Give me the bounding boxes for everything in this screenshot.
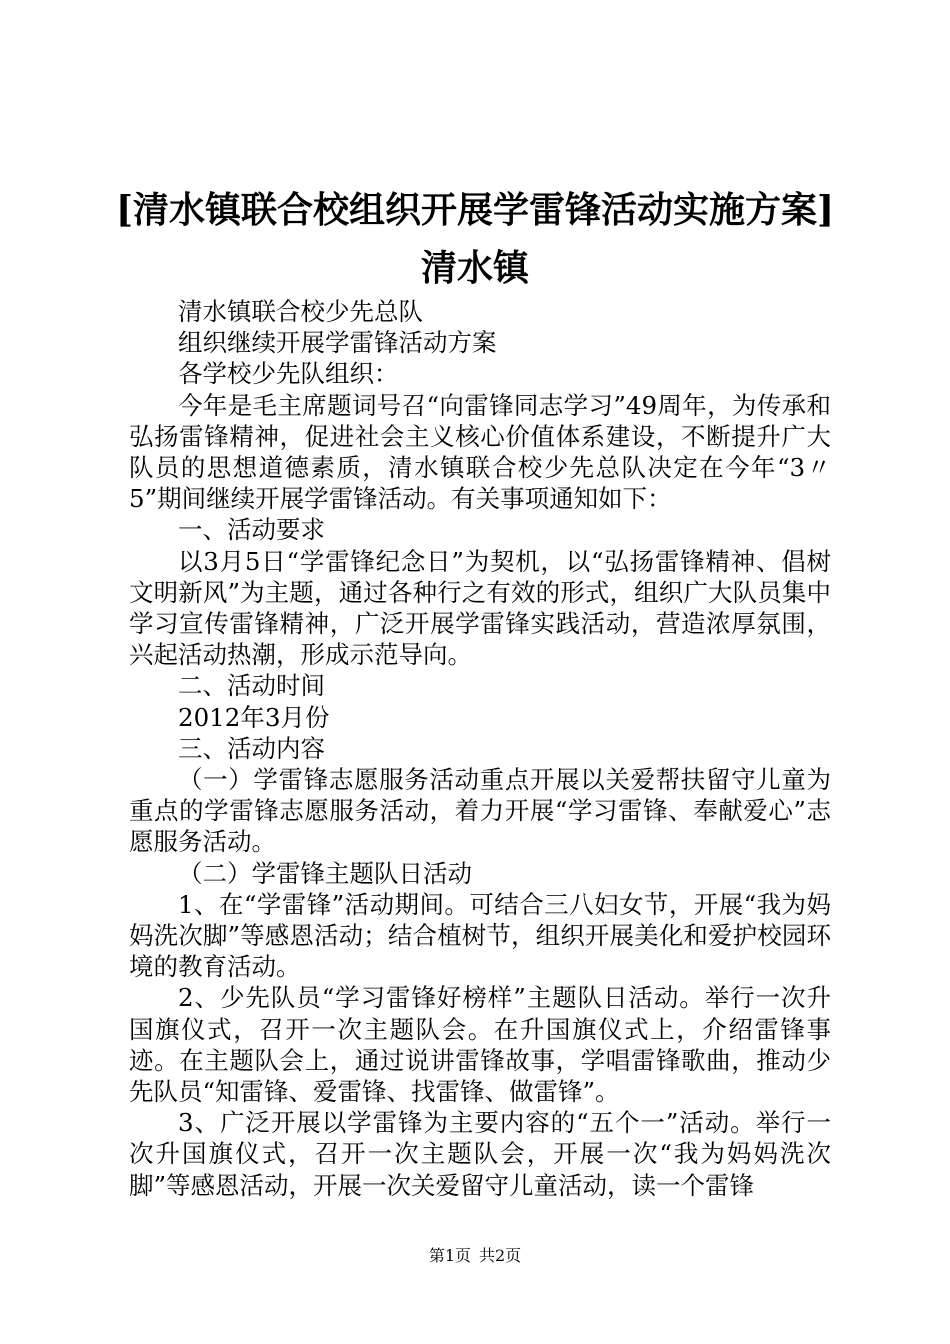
paragraph-item-3: 3、广泛开展以学雷锋为主要内容的“五个一”活动。举行一次升国旗仪式，召开一次主题队会，开展一次“我为妈妈洗次脚”等感恩活动，开展一次关爱留守儿童活动，读一个雷锋 (129, 1108, 831, 1200)
paragraph-issuer: 清水镇联合校少先总队 (178, 297, 423, 326)
paragraph-item-2: 2、少先队员“学习雷锋好榜样”主题队日活动。举行一次升国旗仪式，召开一次主题队会。在升国旗仪式上，介绍雷锋事迹。在主题队会上，通过说讲雷锋故事，学唱雷锋歌曲，推动少先队员“知雷锋、爱雷锋、找雷锋、做雷锋”。 (129, 983, 831, 1107)
page-number: 第1页 (428, 1246, 471, 1265)
paragraph-time: 2012年3月份 (178, 702, 330, 732)
paragraph-requirements: 以3月5日“学雷锋纪念日”为契机，以“弘扬雷锋精神、倡树文明新风”为主题，通过各种行之有效的形式，组织广大队员集中学习宣传雷锋精神，广泛开展学雷锋实践活动，营造浓厚氛围，兴起活动热潮，形成示范导向。 (129, 546, 831, 670)
paragraph-salutation: 各学校少先队组织： (178, 359, 399, 389)
subheading-content-2: （二）学雷锋主题队日活动 (178, 858, 472, 888)
paragraph-content-1: （一）学雷锋志愿服务活动重点开展以关爱帮扶留守儿童为重点的学雷锋志愿服务活动，着力开展“学习雷锋、奉献爱心”志愿服务活动。 (129, 765, 831, 857)
page-total: 共2页 (479, 1246, 522, 1265)
section-heading-content: 三、活动内容 (178, 733, 325, 763)
paragraph-intro: 今年是毛主席题词号召“向雷锋同志学习”49周年，为传承和弘扬雷锋精神，促进社会主义核心价值体系建设，不断提升广大队员的思想道德素质，清水镇联合校少先总队决定在今年“3〃5”期间继续开展学雷锋活动。有关事项通知如下： (129, 390, 831, 514)
section-heading-time: 二、活动时间 (178, 671, 325, 701)
document-title-subtitle: 清水镇 (420, 247, 529, 289)
document-title: [清水镇联合校组织开展学雷锋活动实施方案] (115, 189, 835, 231)
document-body (129, 296, 831, 1201)
page-footer (0, 1245, 950, 1267)
section-heading-requirements: 一、活动要求 (178, 515, 325, 545)
paragraph-plan-name: 组织继续开展学雷锋活动方案 (178, 328, 497, 358)
paragraph-item-1: 1、在“学雷锋”活动期间。可结合三八妇女节，开展“我为妈妈洗次脚”等感恩活动；结合植树节，组织开展美化和爱护校园环境的教育活动。 (129, 889, 831, 982)
